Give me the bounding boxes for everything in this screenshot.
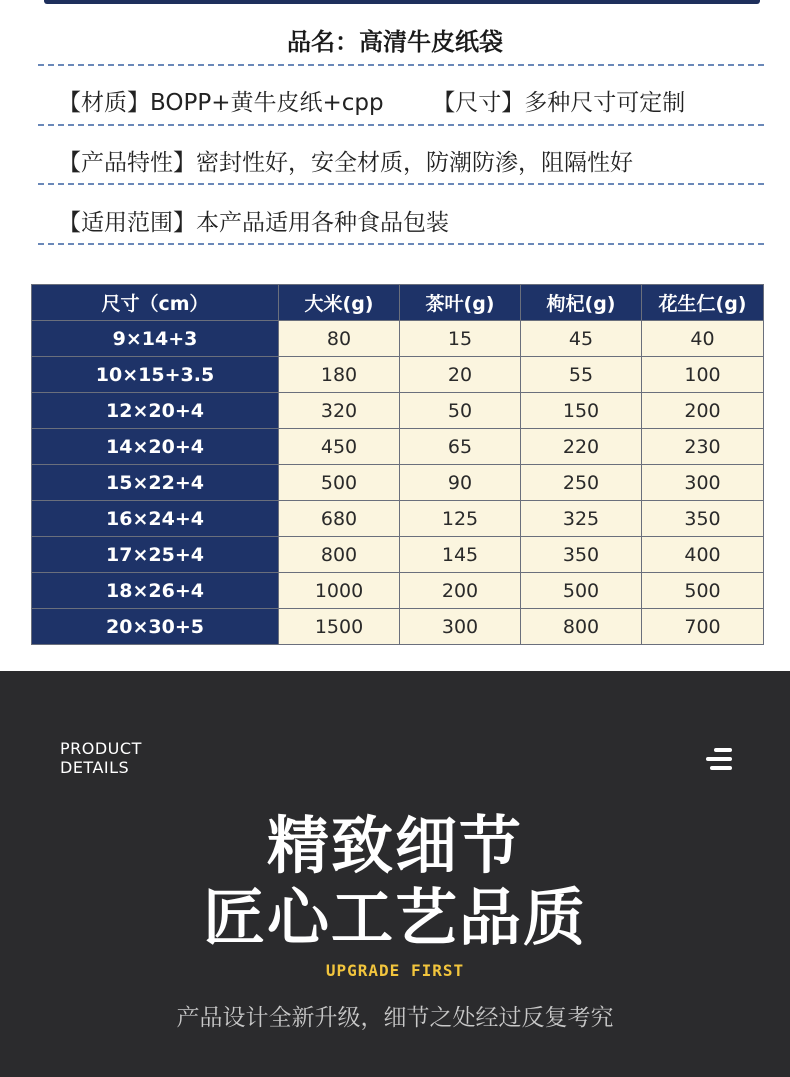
cell-tea: 200 <box>400 573 521 609</box>
header-tea: 茶叶(g) <box>400 285 521 321</box>
dashed-divider <box>38 243 764 245</box>
material-value: BOPP+黄牛皮纸+cpp <box>150 90 384 116</box>
cell-tea: 20 <box>400 357 521 393</box>
size-value: 多种尺寸可定制 <box>524 90 686 116</box>
cell-rice: 1000 <box>279 573 400 609</box>
size-label: 【尺寸】 <box>432 90 525 116</box>
menu-icon[interactable] <box>706 746 732 774</box>
cell-peanut: 200 <box>642 393 764 429</box>
features-value: 密封性好，安全材质，防潮防渗，阻隔性好 <box>196 150 633 176</box>
dashed-divider <box>38 183 764 185</box>
cell-peanut: 100 <box>642 357 764 393</box>
upgrade-tagline: UPGRADE FIRST <box>325 961 465 980</box>
cell-peanut: 500 <box>642 573 764 609</box>
cell-tea: 145 <box>400 537 521 573</box>
table-row <box>32 537 764 573</box>
cell-goji: 800 <box>521 609 642 645</box>
cell-goji: 250 <box>521 465 642 501</box>
usage-row <box>58 204 449 237</box>
cell-size: 9×14+3 <box>32 321 279 357</box>
table-row <box>32 321 764 357</box>
cell-rice: 80 <box>279 321 400 357</box>
cell-peanut: 300 <box>642 465 764 501</box>
material-size-row <box>58 84 685 117</box>
cell-peanut: 40 <box>642 321 764 357</box>
cell-goji: 325 <box>521 501 642 537</box>
cell-size: 12×20+4 <box>32 393 279 429</box>
size-capacity-table <box>31 284 764 645</box>
table-header-row <box>32 285 764 321</box>
cell-peanut: 350 <box>642 501 764 537</box>
headline-line1: 精致细节 <box>266 809 523 882</box>
cell-goji: 45 <box>521 321 642 357</box>
usage-label: 【适用范围】 <box>58 210 196 236</box>
cell-goji: 55 <box>521 357 642 393</box>
cell-size: 15×22+4 <box>32 465 279 501</box>
cell-peanut: 230 <box>642 429 764 465</box>
product-details-section <box>0 671 790 1077</box>
cell-peanut: 700 <box>642 609 764 645</box>
cell-size: 20×30+5 <box>32 609 279 645</box>
cell-goji: 500 <box>521 573 642 609</box>
cell-tea: 15 <box>400 321 521 357</box>
cell-goji: 150 <box>521 393 642 429</box>
table-row <box>32 393 764 429</box>
table-row <box>32 357 764 393</box>
cell-goji: 220 <box>521 429 642 465</box>
table-row <box>32 501 764 537</box>
cell-rice: 180 <box>279 357 400 393</box>
table-row <box>32 465 764 501</box>
product-details-line1: PRODUCT <box>60 739 142 758</box>
product-details-line2: DETAILS <box>60 758 130 777</box>
cell-rice: 320 <box>279 393 400 429</box>
cell-size: 18×26+4 <box>32 573 279 609</box>
header-peanut: 花生仁(g) <box>642 285 764 321</box>
cell-size: 16×24+4 <box>32 501 279 537</box>
cell-rice: 680 <box>279 501 400 537</box>
cell-tea: 50 <box>400 393 521 429</box>
cell-rice: 800 <box>279 537 400 573</box>
cell-goji: 350 <box>521 537 642 573</box>
cell-rice: 500 <box>279 465 400 501</box>
cell-peanut: 400 <box>642 537 764 573</box>
cell-tea: 90 <box>400 465 521 501</box>
headline-line2: 匠心工艺品质 <box>202 881 587 954</box>
top-divider-bar <box>44 0 760 4</box>
cell-size: 17×25+4 <box>32 537 279 573</box>
header-size: 尺寸（cm） <box>32 285 279 321</box>
details-subtitle: 产品设计全新升级，细节之处经过反复考究 <box>176 1005 614 1031</box>
dashed-divider <box>38 64 764 66</box>
cell-tea: 300 <box>400 609 521 645</box>
cell-tea: 65 <box>400 429 521 465</box>
product-name-title: 品名：高清牛皮纸袋 <box>287 28 503 56</box>
cell-size: 14×20+4 <box>32 429 279 465</box>
table-row <box>32 573 764 609</box>
material-label: 【材质】 <box>58 90 150 116</box>
header-rice: 大米(g) <box>279 285 400 321</box>
cell-rice: 1500 <box>279 609 400 645</box>
cell-size: 10×15+3.5 <box>32 357 279 393</box>
table-row <box>32 429 764 465</box>
table-row <box>32 609 764 645</box>
header-goji: 枸杞(g) <box>521 285 642 321</box>
usage-value: 本产品适用各种食品包装 <box>196 210 449 236</box>
features-label: 【产品特性】 <box>58 150 196 176</box>
dashed-divider <box>38 124 764 126</box>
features-row <box>58 144 633 177</box>
cell-tea: 125 <box>400 501 521 537</box>
product-details-label <box>60 739 142 777</box>
cell-rice: 450 <box>279 429 400 465</box>
